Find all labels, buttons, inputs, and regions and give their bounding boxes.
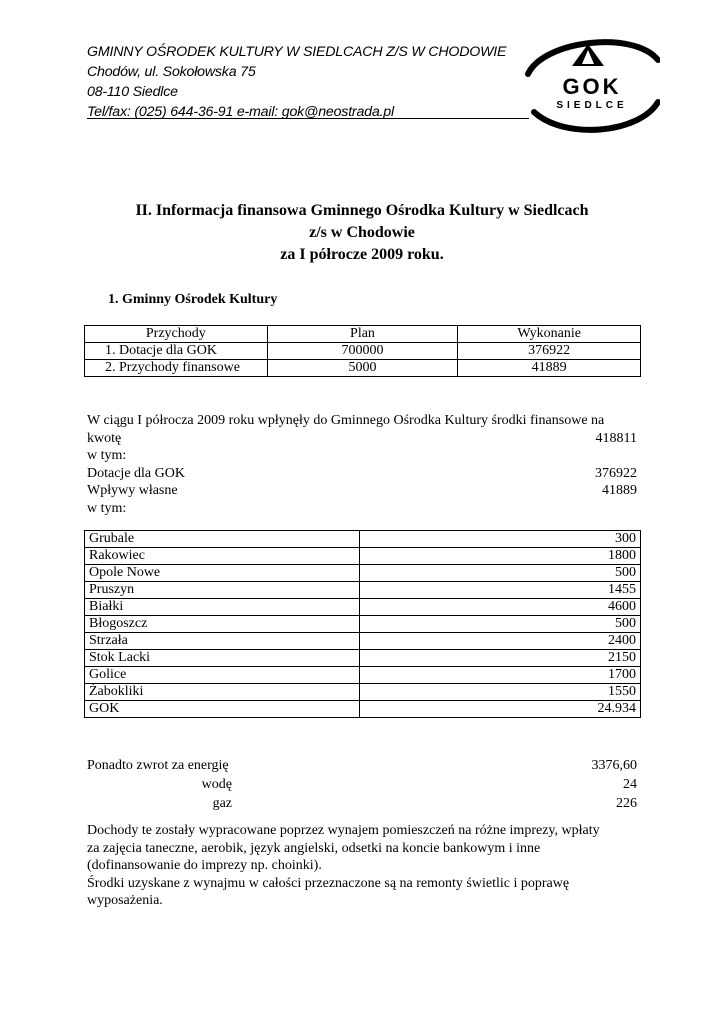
col-header-plan: Plan	[267, 326, 458, 343]
logo-text: GOK	[562, 74, 622, 99]
letterhead-contact: Tel/fax: (025) 644-36-91 e-mail: gok@neostrada.pl	[87, 104, 394, 120]
locations-table	[84, 530, 641, 718]
table-row	[85, 684, 641, 701]
dotacje-value: 376922	[595, 465, 637, 481]
row-label: 2. Przychody finansowe	[85, 360, 268, 377]
refund-water-value: 24	[623, 777, 637, 792]
location-value: 500	[360, 616, 641, 633]
col-header-wykonanie: Wykonanie	[458, 326, 641, 343]
table-row	[85, 616, 641, 633]
location-value: 4600	[360, 599, 641, 616]
col-header-przychody: Przychody	[85, 326, 268, 343]
row-label: 1. Dotacje dla GOK	[85, 343, 268, 360]
location-value: 500	[360, 565, 641, 582]
location-value: 300	[360, 531, 641, 548]
refund-gas-value: 226	[616, 796, 637, 811]
row-plan: 5000	[267, 360, 458, 377]
letterhead-city: 08-110 Siedlce	[87, 84, 178, 100]
letterhead	[87, 42, 527, 122]
table-row	[85, 599, 641, 616]
table-row	[85, 565, 641, 582]
table-row	[85, 360, 641, 377]
dotacje-label: Dotacje dla GOK	[87, 465, 185, 481]
title-line-2: z/s w Chodowie	[309, 224, 415, 241]
refund-gas-label: gaz	[212, 796, 232, 811]
location-value: 1455	[360, 582, 641, 599]
table-row	[85, 582, 641, 599]
wplywy-label: Wpływy własne	[87, 483, 178, 498]
letterhead-divider	[87, 118, 529, 119]
table-row	[85, 633, 641, 650]
title-line-1: II. Informacja finansowa Gminnego Ośrodka Kultury w Siedlcach	[135, 202, 589, 219]
table-row	[85, 343, 641, 360]
row-plan: 700000	[267, 343, 458, 360]
total-label: kwotę	[87, 430, 122, 446]
location-value: 2400	[360, 633, 641, 650]
closing-line-1: Dochody te zostały wypracowane poprzez wynajem pomieszczeń na różne imprezy, wpłaty	[87, 823, 600, 838]
location-value: 1800	[360, 548, 641, 565]
letterhead-name: GMINNY OŚRODEK KULTURY W SIEDLCACH Z/S W CHODOWIE	[87, 44, 507, 60]
table-row	[85, 531, 641, 548]
wplywy-value: 41889	[602, 483, 637, 498]
refunds-section	[87, 756, 637, 813]
document-title	[60, 200, 664, 266]
location-name: Błogoszcz	[85, 616, 360, 633]
location-name: Pruszyn	[85, 582, 360, 599]
section-heading: 1. Gminny Ośrodek Kultury	[108, 292, 278, 307]
summary-total-row	[87, 430, 637, 448]
location-name: GOK	[85, 701, 360, 718]
location-value: 1700	[360, 667, 641, 684]
closing-paragraph	[87, 822, 647, 910]
refund-energy-label: Ponadto zwrot za energię	[87, 758, 229, 773]
table-row	[85, 650, 641, 667]
location-name: Rakowiec	[85, 548, 360, 565]
row-exec: 376922	[458, 343, 641, 360]
income-table	[84, 325, 641, 377]
summary-wtym: w tym:	[87, 448, 127, 463]
total-value: 418811	[595, 430, 637, 446]
summary-wplywy-row	[87, 482, 637, 500]
location-value: 24.934	[360, 701, 641, 718]
summary-paragraph	[87, 412, 637, 517]
table-row	[85, 548, 641, 565]
location-name: Białki	[85, 599, 360, 616]
location-value: 2150	[360, 650, 641, 667]
location-value: 1550	[360, 684, 641, 701]
row-exec: 41889	[458, 360, 641, 377]
table-row	[85, 701, 641, 718]
refund-water-row	[87, 775, 637, 794]
closing-line-2: za zajęcia taneczne, aerobik, język angielski, odsetki na koncie bankowym i inne	[87, 840, 541, 856]
logo-subtext: SIEDLCE	[556, 100, 628, 111]
refund-energy-row	[87, 756, 637, 775]
income-table-header	[85, 326, 641, 343]
letterhead-address: Chodów, ul. Sokołowska 75	[87, 64, 256, 80]
closing-line-3: (dofinansowanie do imprezy np. choinki).	[87, 858, 322, 874]
closing-line-4: Środki uzyskane z wynajmu w całości przeznaczone są na remonty świetlic i poprawę	[87, 875, 570, 891]
table-row	[85, 667, 641, 684]
refund-gas-row	[87, 794, 637, 813]
summary-intro: W ciągu I półrocza 2009 roku wpłynęły do Gminnego Ośrodka Kultury środki finansowe na	[87, 413, 605, 428]
location-name: Żabokliki	[85, 684, 360, 701]
location-name: Golice	[85, 667, 360, 684]
closing-line-5: wyposażenia.	[87, 893, 163, 909]
summary-wtym-2: w tym:	[87, 500, 127, 516]
location-name: Grubale	[85, 531, 360, 548]
location-name: Opole Nowe	[85, 565, 360, 582]
title-line-3: za I półrocze 2009 roku.	[280, 246, 444, 263]
refund-energy-value: 3376,60	[591, 758, 637, 773]
location-name: Strzała	[85, 633, 360, 650]
gok-logo	[524, 30, 660, 136]
location-name: Stok Lacki	[85, 650, 360, 667]
refund-water-label: wodę	[201, 777, 232, 792]
summary-dotacje-row	[87, 465, 637, 483]
